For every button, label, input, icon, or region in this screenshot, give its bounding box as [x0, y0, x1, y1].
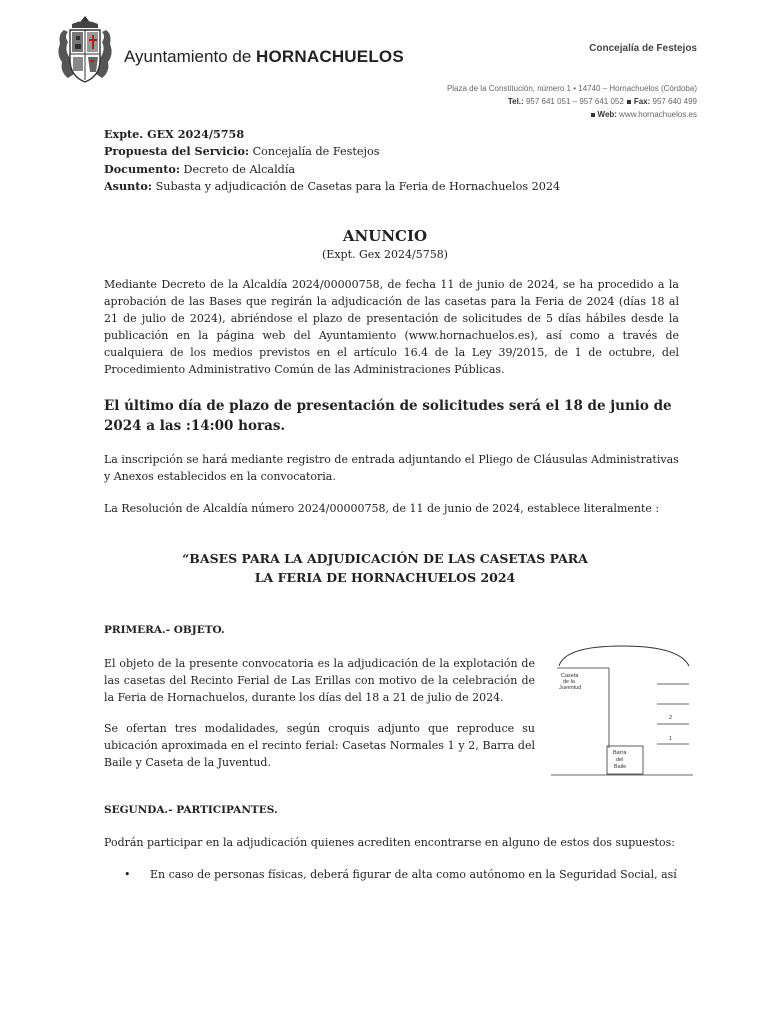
- section-heading-primera: PRIMERA.- OBJETO.: [104, 624, 225, 636]
- tel-value: 957 641 051 – 957 641 052: [525, 97, 624, 107]
- asunto-label: Asunto:: [104, 178, 153, 193]
- expediente-number: Expte. GEX 2024/5758: [104, 127, 245, 141]
- bullet-icon: •: [124, 868, 131, 881]
- web-label: Web:: [597, 110, 617, 120]
- documento-label: Documento:: [104, 161, 180, 176]
- asunto-value: Subasta y adjudicación de Casetas para la Feria de Hornachuelos 2024: [155, 179, 561, 193]
- fax-label: Fax:: [633, 97, 651, 107]
- bases-title-line-1: “BASES PARA LA ADJUDICACIÓN DE LAS CASETAS PARA: [182, 551, 588, 566]
- section-heading-segunda: SEGUNDA.- PARTICIPANTES.: [104, 804, 278, 816]
- phone-line: [447, 95, 697, 108]
- announcement-subtitle: (Expt. Gex 2024/5758): [322, 248, 448, 261]
- resolucion-paragraph: La Resolución de Alcaldía número 2024/00000758, de 11 de junio de 2024, establece literalmente :: [104, 502, 660, 515]
- caseta-juventud-label-2: de la: [563, 679, 575, 685]
- web-value[interactable]: www.hornachuelos.es: [619, 110, 697, 120]
- inscripcion-paragraph: La inscripción se hará mediante registro de entrada adjuntando el Pliego de Cláusulas Administrativas y Anexos establecidos en la convocatoria.: [104, 453, 679, 484]
- list-item-text: En caso de personas físicas, deberá figurar de alta como autónomo en la Seguridad Social, así: [150, 868, 677, 881]
- tel-label: Tel.:: [507, 97, 524, 107]
- department-label: Concejalía de Festejos: [589, 43, 697, 54]
- intro-paragraph: Mediante Decreto de la Alcaldía 2024/00000758, de fecha 11 de junio de 2024, se ha procedido a la aprobación de las Bases que regirán la adjudicación de las casetas para la Feria de 2024 (días 18 al 21 de julio de 2024), abriéndose el plazo de presentación de solicitudes de 5 días hábiles desde la publicación en la página web del Ayuntamiento (www.hornachuelos.es), así como a través de cualquiera de los medios previstos en el artículo 16.4 de la Ley 39/2015, de 1 de octubre, del Procedimiento Administrativo Común de las Administraciones Públicas.: [104, 278, 679, 377]
- separator-square-icon: [591, 113, 595, 117]
- caseta-mark-2: 2: [669, 715, 673, 721]
- objeto-paragraph-1: El objeto de la presente convocatoria es la adjudicación de la explotación de las casetas del Recinto Ferial de Las Erillas con motivo de la celebración de la Feria de Hornachuelos, durante los días del 18 a 21 de julio de 2024.: [104, 657, 535, 705]
- document-meta: [104, 126, 560, 195]
- caseta-mark-1: 1: [669, 736, 673, 742]
- participantes-paragraph: Podrán participar en la adjudicación quienes acrediten encontrarse en alguno de estos dos supuestos:: [104, 836, 675, 849]
- objeto-paragraph-2: Se ofertan tres modalidades, según croquis adjunto que reproduce su ubicación aproximada en el recinto ferial: Casetas Normales 1 y 2, Barra del Baile y Caseta de la Juventud.: [104, 722, 535, 770]
- servicio-value: Concejalía de Festejos: [252, 145, 380, 159]
- barra-baile-label-2: del: [616, 757, 624, 763]
- postal-address: Plaza de la Constitución, número 1 • 14740 – Hornachuelos (Córdoba): [446, 84, 697, 93]
- organization-prefix: Ayuntamiento de: [124, 47, 252, 66]
- documento-value: Decreto de Alcaldía: [183, 162, 296, 176]
- bases-title: [0, 550, 770, 587]
- servicio-label: Propuesta del Servicio:: [104, 144, 250, 159]
- deadline-paragraph: El último día de plazo de presentación de solicitudes será el 18 de junio de 2024 a las :14:00 horas.: [104, 398, 672, 434]
- organization-town: HORNACHUELOS: [256, 47, 404, 66]
- caseta-juventud-label-3: Juventud: [559, 685, 582, 691]
- separator-square-icon: [627, 100, 631, 104]
- organization-name: [124, 47, 404, 67]
- barra-baile-label-1: Barra: [613, 750, 627, 756]
- caseta-juventud-label-1: Caseta: [561, 673, 579, 679]
- coat-of-arms-logo: [54, 14, 116, 86]
- bases-title-line-2: LA FERIA DE HORNACHUELOS 2024: [254, 569, 516, 585]
- fairground-sketch: [551, 640, 693, 776]
- barra-baile-label-3: Baile: [614, 764, 627, 770]
- announcement-title: ANUNCIO: [342, 227, 428, 245]
- contact-block: [447, 82, 697, 122]
- fax-value: 957 640 499: [652, 97, 697, 107]
- web-line: [447, 108, 697, 121]
